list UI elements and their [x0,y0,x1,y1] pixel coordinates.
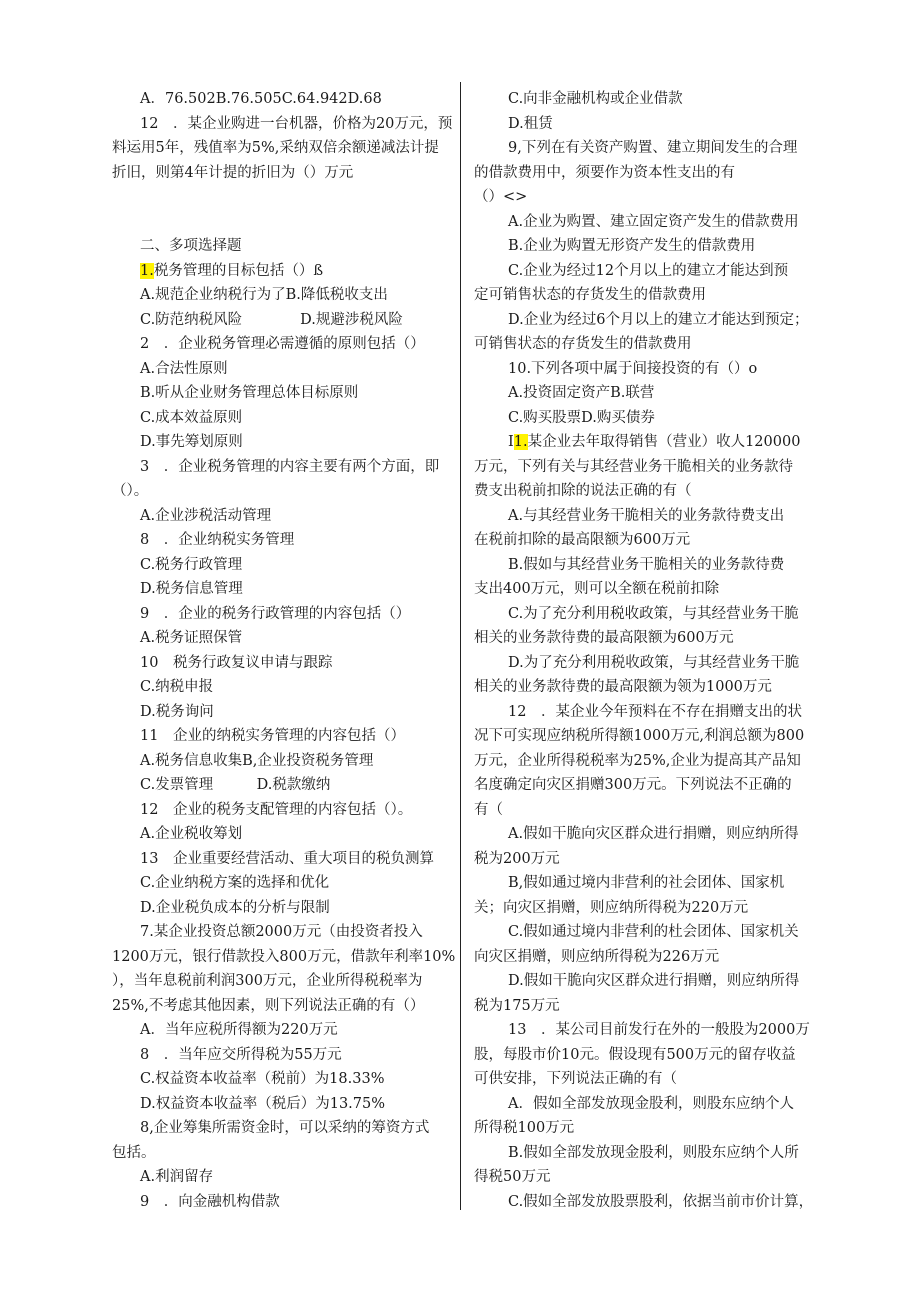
text-line [112,1043,447,1068]
text-line [112,504,447,529]
text-line [112,602,447,627]
line-text: 支出400万元，则可以全额在税前扣除 [474,581,720,597]
line-text: A.企业为购置、建立固定资产发生的借款费用 [508,213,799,230]
line-text: 二、多项选择题 [140,238,242,254]
text-line [112,112,453,137]
text-line [112,577,447,602]
text-line [112,749,447,774]
line-text: 某企业去年取得销售（营业）收人120000 [527,434,801,450]
text-line [474,920,814,945]
line-text: 8 ．企业纳税实务管理 [140,532,295,548]
text-line [474,528,814,553]
text-line [474,455,814,480]
line-text: C.防范纳税风险 D.规避涉税风险 [140,311,403,328]
text-line [112,479,447,504]
line-text: B.假如与其经营业务干脆相关的业务款待费 [508,556,785,573]
text-line [112,136,447,161]
text-line [474,161,814,186]
text-line [112,553,447,578]
line-text: 有（ [474,801,503,818]
right-column [474,87,814,1214]
spacer [112,185,447,234]
line-text: B.听从企业财务管理总体目标原则 [140,385,359,401]
line-text: C.为了充分利用税收政策，与其经营业务干脆 [508,605,799,622]
text-line [112,1116,447,1141]
line-text: A.假如干脆向灾区群众进行捐赠，则应纳所得 [508,826,799,842]
text-line [474,112,814,137]
line-text: C.向非金融机构或企业借款 [508,91,683,107]
line-text: 11 企业的纳税实务管理的内容包括（） [140,728,405,744]
text-line [474,994,814,1019]
text-line [474,87,814,112]
text-line [474,283,814,308]
line-text: ），当年息税前利润300万元，企业所得税税率为 [112,973,423,989]
line-text: 费支出税前扣除的说法正确的有（ [474,483,692,499]
line-text: 10.下列各项中属于间接投资的有（）o [508,360,758,377]
line-text: （）<> [474,189,528,205]
line-text: 可供安排，下列说法正确的有（ [474,1071,677,1087]
line-text: 25%,不考虑其他因素，则下列说法正确的有（） [112,997,425,1014]
line-text: D.租赁 [508,115,553,132]
line-text: C.购买股票D.购买债券 [508,409,655,426]
line-text: 折旧，则第4年计提的折旧为（）万元 [112,164,354,181]
line-text: A.税务信息收集B,企业投资税务管理 [140,752,374,769]
text-line [474,577,814,602]
line-text: A.企业涉税活动管理 [140,507,272,524]
text-line [474,357,814,382]
line-text: C.企业为经过12个月以上的建立才能达到预 [508,262,789,279]
line-text: D.为了充分利用税收政策，与其经营业务干脆 [508,654,800,671]
line-text: B.假如全部发放现金股利，则股东应纳个人所 [508,1144,799,1161]
line-text: 股，每股市价10元。假设现有500万元的留存收益 [474,1046,796,1063]
line-text: 得税50万元 [474,1169,551,1185]
text-line [112,945,456,970]
text-line [474,308,814,333]
left-column [112,87,456,1214]
text-line [112,161,447,186]
text-line [474,381,814,406]
line-text: C.税务行政管理 [140,556,243,573]
text-line [112,1141,447,1166]
line-text: 向灾区捐赠，则应纳所得税为226万元 [474,948,720,965]
text-line [474,1190,814,1215]
text-line [474,626,814,651]
text-line [474,847,814,872]
column-divider [460,82,461,1210]
line-text: 包括。 [112,1144,156,1161]
text-line [112,234,447,259]
text-line [112,283,447,308]
text-line [474,259,814,284]
line-text: 9,下列在有关资产购置、建立期间发生的合理 [508,140,798,156]
text-line [474,822,814,847]
line-text: 税为200万元 [474,850,560,867]
line-text: 12 ．某企业今年预料在不存在捐赠支出的状 [508,703,802,720]
line-text: 万元，企业所得税税率为25%,企业为提高其产品知 [474,752,801,769]
text-line [474,332,814,357]
text-line [474,896,814,921]
text-line [112,430,447,455]
text-line [112,1190,447,1215]
text-line [112,675,447,700]
line-text: 关；向灾区捐赠，则应纳所得税为220万元 [474,899,749,916]
text-line [112,332,447,357]
highlighted-number: 1. [513,434,528,450]
text-line [112,798,447,823]
line-text: A．假如全部发放现金股利，则股东应纳个人 [508,1095,794,1112]
text-line [112,381,447,406]
line-text: 相关的业务款待费的最高限额为领为1000万元 [474,679,772,695]
line-text: 13 企业重要经营活动、重大项目的税负测算 [140,850,434,867]
text-line [112,871,447,896]
text-line [112,651,447,676]
text-line [112,920,447,945]
line-text: A.投资固定资产B.联营 [508,385,655,401]
line-text: 在税前扣除的最高限额为600万元 [474,532,691,548]
text-line [474,675,814,700]
line-text: 12 企业的税务支配管理的内容包括（）。 [140,801,413,818]
line-text: 10 税务行政复议申请与跟踪 [140,654,333,671]
line-text: D.企业为经过6个月以上的建立才能达到预定； [508,311,809,328]
line-text: A.利润留存 [140,1169,214,1185]
text-line [112,259,447,284]
text-line [112,724,447,749]
line-text: 2 ．企业税务管理必需遵循的原则包括（） [140,336,425,352]
text-line [112,308,447,333]
line-text: A．当年应税所得额为220万元 [140,1022,338,1038]
line-text: 料运用5年，残值率为5%,采纳双倍余额递减法计提 [112,140,439,156]
line-text: 可销售状态的存货发生的借款费用 [474,336,692,352]
line-text: D.假如干脆向灾区群众进行捐赠，则应纳所得 [508,973,800,989]
text-line [112,700,447,725]
text-line [112,994,447,1019]
line-text: A．76.502B.76.505C.64.942D.68 [140,91,382,107]
text-line [474,406,814,431]
line-text: D.权益资本收益率（税后）为13.75% [140,1095,386,1112]
text-line [474,1018,814,1043]
line-text: 3 ．企业税务管理的内容主要有两个方面，即 [140,458,440,475]
line-text: B.企业为购置无形资产发生的借款费用 [508,238,756,254]
line-text: 万元，下列有关与其经营业务干脆相关的业务款待 [474,458,793,475]
text-line [474,871,814,896]
line-text: 12 ．某企业购进一台机器，价格为20万元，预 [140,115,453,132]
line-text: D.税务询问 [140,703,214,720]
text-line [474,1141,814,1166]
text-line [474,553,814,578]
text-line [112,87,447,112]
text-line [112,822,447,847]
line-text: 8,企业筹集所需资金时，可以采纳的筹资方式 [140,1120,430,1136]
text-line [112,1067,447,1092]
text-line [112,455,447,480]
text-line [474,1092,814,1117]
text-line [112,357,447,382]
line-text: A.规范企业纳税行为了B.降低税收支出 [140,287,388,303]
line-text: 名度确定向灾区捐赠300万元。下列说法不正确的 [474,777,792,793]
line-text: 的借款费用中，须要作为资本性支出的有 [474,164,735,181]
line-text: 相关的业务款待费的最高限额为600万元 [474,630,734,646]
line-text: C.假如通过境内非营利的杜会团体、国家机关 [508,924,799,940]
line-text: A.合法性原则 [140,360,228,377]
text-line [474,1067,814,1092]
line-text: A.企业税收筹划 [140,826,243,842]
line-text: A.税务证照保管 [140,630,243,646]
line-text: 所得税100万元 [474,1120,575,1136]
line-text: 1200万元，银行借款投入800万元，借款年利率10% [112,948,456,965]
line-text: C.权益资本收益率（税前）为18.33% [140,1071,385,1087]
text-line [112,1165,447,1190]
line-text: D.税务信息管理 [140,581,243,597]
line-text: （）。 [112,483,149,499]
text-line [112,969,447,994]
line-text: 税务管理的目标包括（）ß [153,262,324,279]
text-line [112,773,447,798]
line-text: D.企业税负成本的分析与限制 [140,899,330,916]
line-text: 7.某企业投资总额2000万元（由投资者投入 [140,924,423,940]
line-text: 9 ．向金融机构借款 [140,1193,280,1210]
line-prefix: I [508,434,514,450]
line-text: C.企业纳税方案的选择和优化 [140,875,330,891]
line-text: C.成本效益原则 [140,409,243,426]
line-text: C.发票管理 D.税款缴纳 [140,777,331,793]
text-line [474,136,814,161]
highlighted-number: 1. [140,262,154,279]
text-line [474,1116,814,1141]
text-line [474,773,814,798]
text-line [474,1043,814,1068]
text-line [474,430,814,455]
line-text: 税为175万元 [474,997,560,1014]
text-line [474,1165,814,1190]
text-line [112,1092,447,1117]
text-line [112,847,447,872]
text-line [474,969,814,994]
text-line [474,504,814,529]
text-line [112,1018,447,1043]
text-line [112,406,447,431]
text-line [474,185,814,210]
line-text: 定可销售状态的存货发生的借款费用 [474,287,706,303]
line-text: 9 ．企业的税务行政管理的内容包括（） [140,605,411,622]
text-line [474,700,814,725]
text-line [474,945,814,970]
line-text: D.事先筹划原则 [140,434,243,450]
text-line [112,896,447,921]
text-line [474,210,814,235]
line-text: 13 ．某公司目前发行在外的一般股为2000万 [508,1022,810,1038]
line-text: 8 ．当年应交所得税为55万元 [140,1046,342,1063]
line-text: C.假如全部发放股票股利，依据当前市价计算， [508,1193,814,1210]
text-line [474,798,814,823]
text-line [474,479,814,504]
text-line [474,724,814,749]
text-line [474,749,814,774]
text-line [474,651,814,676]
line-text: A.与其经营业务干脆相关的业务款待费支出 [508,507,785,524]
text-line [112,528,447,553]
line-text: 况下可实现应纳税所得额1000万元,利润总额为800 [474,728,805,744]
line-text: B,假如通过境内非营利的社会团体、国家机 [508,875,785,891]
text-line [474,602,814,627]
text-line [474,234,814,259]
text-line [112,626,447,651]
line-text: C.纳税申报 [140,679,214,695]
